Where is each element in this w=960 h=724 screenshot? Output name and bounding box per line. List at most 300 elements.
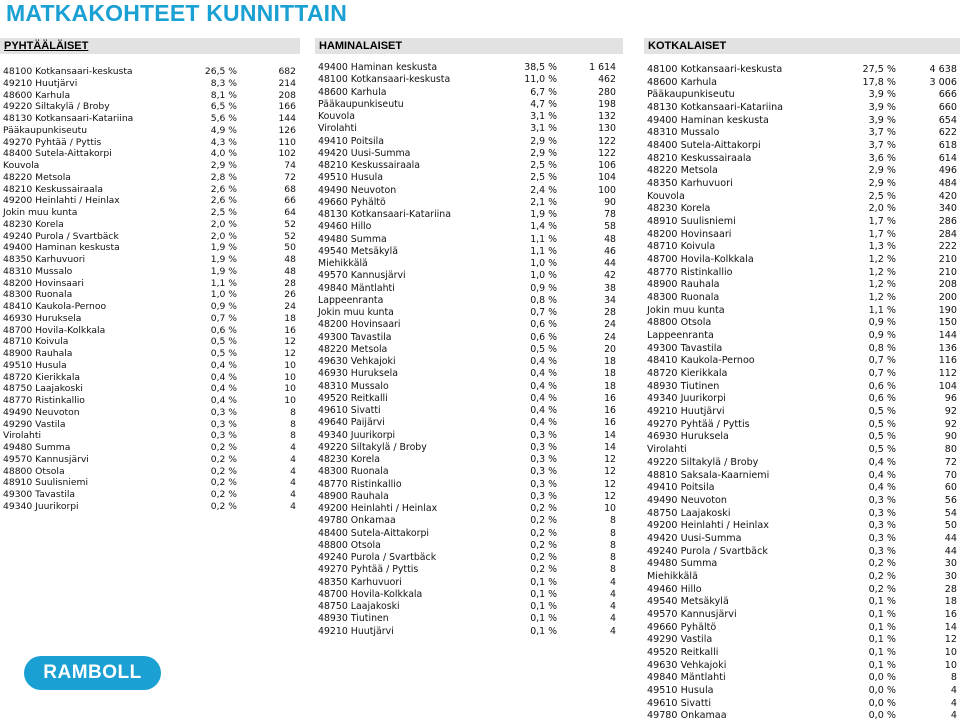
destination-name: 49510 Husula: [647, 684, 714, 696]
destination-share: 1,2 %: [868, 254, 896, 266]
destination-name: 49340 Juurikorpi: [3, 500, 79, 512]
destination-count: 74: [284, 160, 296, 171]
destination-count: 78: [604, 209, 616, 220]
list-item: [644, 709, 960, 722]
destination-name: 48410 Kaukola-Pernoo: [647, 355, 755, 367]
list-item: [0, 313, 300, 325]
destination-share: 0,2 %: [868, 583, 896, 595]
destination-count: 10: [284, 395, 296, 406]
list-item: [644, 367, 960, 380]
destination-name: 49300 Tavastila: [3, 489, 76, 500]
list-item: [315, 601, 623, 613]
destination-count: 50: [284, 242, 296, 254]
destination-share: 0,5 %: [868, 406, 896, 418]
list-item: [0, 501, 300, 513]
destination-share: 26,5 %: [204, 66, 237, 77]
list-item: [644, 139, 960, 152]
destination-share: 0,1 %: [868, 646, 896, 658]
destination-count: 4: [290, 453, 296, 465]
ramboll-logo: RAMBOLL: [24, 656, 161, 690]
destination-count: 150: [938, 317, 957, 329]
destination-share: 0,4 %: [530, 392, 557, 404]
destination-share: 27,5 %: [862, 64, 896, 75]
destination-count: 18: [284, 312, 296, 324]
destination-count: 4: [290, 465, 296, 477]
destination-count: 14: [944, 621, 957, 633]
list-item: [315, 552, 623, 564]
destination-count: 52: [284, 218, 296, 230]
destination-share: 2,6 %: [210, 195, 237, 207]
destination-name: 48700 Hovila-Kolkkala: [647, 254, 754, 266]
destination-share: 0,2 %: [868, 570, 896, 582]
destination-count: 38: [604, 282, 616, 294]
destination-share: 0,7 %: [530, 307, 557, 318]
list-item: [315, 160, 623, 172]
destination-count: 214: [278, 77, 296, 89]
destination-share: 2,0 %: [210, 218, 237, 230]
destination-share: 0,1 %: [868, 621, 896, 633]
destination-count: 496: [938, 165, 957, 177]
list-item: [315, 515, 623, 527]
list-item: [0, 172, 300, 184]
destination-name: 49270 Pyhtää / Pyttis: [3, 136, 102, 148]
panel-heading: KOTKALAISET: [644, 38, 960, 54]
destination-share: 0,3 %: [530, 429, 557, 441]
list-item: [0, 348, 300, 360]
list-item: [644, 342, 960, 355]
list-item: [0, 442, 300, 454]
list-item: [315, 295, 623, 307]
destination-name: 48220 Metsola: [3, 171, 71, 183]
destination-count: 122: [598, 135, 616, 147]
destination-count: 116: [938, 355, 957, 367]
destination-share: 4,7 %: [530, 98, 557, 110]
destination-share: 0,4 %: [210, 371, 237, 383]
destination-share: 6,7 %: [530, 86, 557, 98]
destination-name: Jokin muu kunta: [3, 207, 78, 218]
destination-name: Kouvola: [647, 190, 685, 202]
destination-share: 0,0 %: [868, 697, 896, 709]
destination-share: 1,4 %: [530, 221, 557, 233]
destination-count: 4: [290, 489, 296, 500]
destination-count: 4: [610, 576, 616, 588]
destination-count: 48: [284, 254, 296, 265]
list-item: [315, 185, 623, 197]
destination-share: 0,3 %: [868, 520, 896, 532]
destination-count: 618: [938, 140, 957, 152]
destination-name: Jokin muu kunta: [647, 304, 725, 316]
destination-share: 0,2 %: [210, 442, 237, 453]
destination-count: 198: [598, 98, 616, 110]
destination-count: 10: [284, 371, 296, 383]
destination-name: 49480 Summa: [3, 442, 71, 453]
list-item: [644, 621, 960, 634]
destination-share: 2,0 %: [868, 203, 896, 215]
destination-name: 48700 Hovila-Kolkkala: [3, 324, 106, 336]
destination-count: 4: [610, 625, 616, 637]
list-item: [315, 332, 623, 344]
list-item: [644, 380, 960, 393]
destination-count: 8: [610, 527, 616, 539]
destination-count: 96: [944, 393, 957, 405]
destination-count: 462: [598, 74, 616, 86]
list-item: [0, 160, 300, 172]
list-item: [0, 113, 300, 125]
destination-name: 49340 Juurikorpi: [318, 429, 396, 441]
list-item: [0, 207, 300, 219]
destination-share: 0,4 %: [210, 383, 237, 395]
destination-count: 28: [944, 583, 957, 595]
destination-share: 1,0 %: [530, 258, 557, 269]
destination-share: 0,3 %: [530, 441, 557, 453]
list-item: [0, 125, 300, 137]
destination-count: 4: [950, 684, 957, 696]
destination-count: 8: [610, 539, 616, 551]
destination-name: 49300 Tavastila: [318, 331, 392, 343]
destination-name: 48200 Hovinsaari: [3, 277, 84, 289]
destination-name: 49290 Vastila: [647, 634, 713, 646]
list-item: [0, 195, 300, 207]
destination-name: Lappeenranta: [318, 294, 384, 306]
destination-name: 49210 Huutjärvi: [318, 625, 394, 637]
panel-heading: HAMINALAISET: [315, 38, 623, 54]
destination-share: 2,5 %: [530, 172, 557, 184]
destination-name: 49510 Husula: [318, 172, 383, 184]
list-item: [315, 319, 623, 331]
list-item: [315, 442, 623, 454]
destination-name: 49220 Siltakylä / Broby: [647, 456, 759, 468]
destination-name: 49290 Vastila: [3, 418, 66, 430]
destination-share: 0,2 %: [530, 515, 557, 527]
destination-count: 4: [290, 500, 296, 512]
destination-name: 49480 Summa: [318, 233, 387, 245]
list-item: [0, 266, 300, 278]
destination-list: [0, 66, 300, 513]
list-item: [315, 197, 623, 209]
destination-count: 104: [598, 172, 616, 184]
destination-count: 16: [604, 417, 616, 429]
destination-name: 46930 Huruksela: [318, 368, 399, 380]
list-item: [315, 589, 623, 601]
list-item: [0, 101, 300, 113]
destination-name: 49840 Mäntlahti: [647, 672, 726, 684]
destination-share: 0,2 %: [530, 503, 557, 514]
destination-count: 104: [938, 380, 957, 392]
destination-share: 4,3 %: [210, 136, 237, 148]
destination-name: 48810 Saksala-Kaarniemi: [647, 469, 770, 481]
destination-name: 49570 Kannusjärvi: [647, 608, 737, 620]
list-item: [0, 430, 300, 442]
destination-count: 48: [284, 265, 296, 277]
list-item: [644, 595, 960, 608]
destination-name: 49610 Sivatti: [647, 697, 712, 709]
list-item: [315, 368, 623, 380]
destination-name: 48310 Mussalo: [3, 265, 73, 277]
list-item: [315, 258, 623, 270]
destination-count: 110: [278, 136, 296, 148]
list-item: [0, 66, 300, 78]
list-item: [315, 136, 623, 148]
destination-share: 1,1 %: [210, 277, 237, 289]
destination-name: 48130 Kotkansaari-Katariina: [647, 102, 784, 114]
destination-name: 48210 Keskussairaala: [318, 160, 421, 171]
destination-name: 49630 Vehkajoki: [318, 356, 396, 367]
destination-name: 48200 Hovinsaari: [647, 228, 732, 240]
destination-count: 144: [938, 330, 957, 342]
destination-name: Kouvola: [3, 160, 40, 171]
destination-count: 4: [610, 588, 616, 600]
destination-count: 26: [284, 289, 296, 301]
list-item: [644, 177, 960, 190]
destination-share: 0,2 %: [530, 539, 557, 551]
destination-name: 49400 Haminan keskusta: [647, 114, 769, 126]
destination-share: 2,9 %: [530, 147, 557, 159]
destination-share: 0,2 %: [210, 500, 237, 512]
destination-count: 12: [284, 348, 296, 359]
destination-share: 0,3 %: [868, 494, 896, 506]
panel-kotkalaiset: [644, 38, 960, 722]
destination-share: 0,5 %: [530, 343, 557, 355]
destination-count: 34: [604, 294, 616, 306]
list-item: [315, 430, 623, 442]
destination-name: 48930 Tiutinen: [647, 380, 720, 392]
destination-share: 0,9 %: [530, 282, 557, 294]
destination-name: 48350 Karhuvuori: [318, 576, 402, 588]
destination-name: 49200 Heinlahti / Heinlax: [647, 520, 769, 532]
destination-name: 48900 Rauhala: [3, 348, 73, 359]
destination-share: 3,1 %: [530, 123, 557, 135]
destination-share: 3,7 %: [868, 140, 896, 152]
destination-name: 49490 Neuvoton: [647, 494, 727, 506]
destination-share: 0,2 %: [210, 465, 237, 477]
destination-count: 106: [598, 160, 616, 171]
list-item: [644, 76, 960, 89]
destination-share: 1,9 %: [210, 265, 237, 277]
list-item: [644, 392, 960, 405]
destination-share: 0,4 %: [210, 359, 237, 371]
destination-share: 3,9 %: [868, 102, 896, 114]
destination-name: Kouvola: [318, 111, 355, 122]
destination-count: 132: [598, 111, 616, 122]
destination-share: 2,9 %: [868, 165, 896, 177]
destination-name: Jokin muu kunta: [318, 307, 394, 318]
list-item: [644, 430, 960, 443]
destination-name: 49570 Kannusjärvi: [318, 270, 406, 282]
destination-count: 24: [284, 301, 296, 312]
destination-share: 0,3 %: [210, 430, 237, 442]
destination-count: 30: [944, 570, 957, 582]
destination-share: 0,9 %: [868, 317, 896, 329]
destination-count: 8: [950, 672, 957, 684]
destination-share: 2,8 %: [210, 171, 237, 183]
destination-share: 0,5 %: [210, 348, 237, 359]
destination-name: Virolahti: [318, 123, 357, 135]
destination-count: 4 638: [929, 64, 957, 75]
destination-name: 48130 Kotkansaari-Katariina: [318, 209, 451, 220]
destination-name: 49300 Tavastila: [647, 342, 723, 354]
destination-count: 92: [944, 418, 957, 430]
destination-name: 48210 Keskussairaala: [647, 152, 752, 164]
destination-share: 1,0 %: [210, 289, 237, 301]
destination-name: 49460 Hillo: [647, 583, 702, 595]
list-item: [644, 316, 960, 329]
destination-count: 10: [944, 659, 957, 671]
destination-name: 48130 Kotkansaari-Katariina: [3, 113, 134, 124]
destination-name: 48770 Ristinkallio: [318, 478, 402, 490]
destination-name: 49520 Reitkalli: [318, 392, 388, 404]
list-item: [0, 477, 300, 489]
list-item: [644, 519, 960, 532]
destination-share: 1,1 %: [530, 233, 557, 245]
destination-count: 58: [604, 221, 616, 233]
destination-name: 48900 Rauhala: [647, 279, 720, 291]
destination-count: 10: [944, 646, 957, 658]
list-item: [644, 557, 960, 570]
destination-name: 48230 Korela: [647, 203, 711, 215]
destination-count: 10: [604, 503, 616, 514]
list-item: [644, 583, 960, 596]
destination-count: 660: [938, 102, 957, 114]
destination-share: 0,2 %: [210, 453, 237, 465]
destination-count: 8: [610, 564, 616, 576]
list-item: [644, 405, 960, 418]
destination-share: 0,7 %: [868, 355, 896, 367]
destination-name: 48230 Korela: [318, 454, 380, 465]
destination-name: 48600 Karhula: [3, 89, 71, 101]
destination-count: 208: [938, 279, 957, 291]
list-item: [0, 419, 300, 431]
destination-share: 0,9 %: [210, 301, 237, 312]
destination-share: 0,0 %: [868, 684, 896, 696]
destination-count: 42: [604, 270, 616, 282]
destination-share: 1,9 %: [210, 254, 237, 265]
list-item: [315, 307, 623, 319]
destination-share: 0,6 %: [530, 319, 557, 331]
destination-share: 6,5 %: [210, 101, 237, 113]
list-item: [315, 466, 623, 478]
destination-share: 0,4 %: [530, 368, 557, 380]
destination-name: 49240 Purola / Svartbäck: [3, 230, 119, 242]
destination-name: 49410 Poitsila: [647, 482, 715, 494]
destination-name: 49200 Heinlahti / Heinlax: [3, 195, 120, 207]
destination-name: Miehikkälä: [318, 258, 368, 269]
destination-count: 68: [284, 183, 296, 195]
destination-name: Pääkaupunkiseutu: [3, 124, 88, 136]
destination-share: 2,5 %: [530, 160, 557, 171]
destination-count: 14: [604, 429, 616, 441]
destination-count: 8: [290, 430, 296, 442]
destination-count: 4: [290, 442, 296, 453]
destination-share: 0,4 %: [530, 356, 557, 367]
list-item: [644, 253, 960, 266]
destination-name: 49340 Juurikorpi: [647, 393, 726, 405]
list-item: [0, 78, 300, 90]
list-item: [0, 407, 300, 419]
list-item: [0, 278, 300, 290]
destination-count: 24: [604, 319, 616, 331]
destination-share: 0,6 %: [868, 393, 896, 405]
destination-share: 0,7 %: [210, 312, 237, 324]
destination-count: 8: [290, 406, 296, 418]
destination-count: 66: [284, 195, 296, 207]
destination-share: 1,2 %: [868, 266, 896, 278]
list-item: [315, 503, 623, 515]
destination-name: 49610 Sivatti: [318, 405, 381, 416]
destination-name: 49520 Reitkalli: [647, 646, 719, 658]
destination-name: Virolahti: [647, 444, 687, 456]
destination-count: 682: [278, 66, 296, 77]
destination-share: 0,4 %: [530, 380, 557, 392]
destination-share: 0,2 %: [868, 558, 896, 570]
destination-count: 4: [950, 697, 957, 709]
list-item: [0, 372, 300, 384]
destination-name: 49240 Purola / Svartbäck: [318, 552, 437, 563]
destination-name: 48710 Koivula: [3, 336, 69, 348]
destination-name: 49640 Paijärvi: [318, 417, 385, 429]
destination-share: 2,4 %: [530, 184, 557, 196]
destination-name: 49210 Huutjärvi: [647, 406, 725, 418]
destination-share: 17,8 %: [862, 76, 896, 88]
destination-share: 0,3 %: [530, 478, 557, 490]
destination-share: 0,2 %: [530, 527, 557, 539]
destination-count: 144: [278, 113, 296, 124]
destination-share: 0,1 %: [530, 601, 557, 612]
list-item: [0, 325, 300, 337]
list-item: [315, 62, 623, 74]
destination-name: 48930 Tiutinen: [318, 613, 389, 625]
destination-name: 49630 Vehkajoki: [647, 659, 727, 671]
destination-count: 122: [598, 147, 616, 159]
destination-share: 0,3 %: [210, 418, 237, 430]
list-item: [644, 418, 960, 431]
destination-count: 208: [278, 89, 296, 101]
destination-share: 0,7 %: [868, 368, 896, 380]
list-item: [315, 246, 623, 258]
list-item: [644, 152, 960, 165]
destination-count: 4: [610, 613, 616, 625]
list-item: [315, 99, 623, 111]
destination-name: 48310 Mussalo: [647, 127, 720, 139]
list-item: [644, 291, 960, 304]
destination-name: 49420 Uusi-Summa: [647, 532, 742, 544]
destination-share: 0,3 %: [868, 507, 896, 519]
destination-count: 18: [944, 596, 957, 608]
destination-count: 30: [944, 558, 957, 570]
destination-share: 3,1 %: [530, 111, 557, 122]
destination-name: 48310 Mussalo: [318, 380, 389, 392]
destination-count: 112: [938, 368, 957, 380]
destination-name: 49220 Siltakylä / Broby: [318, 441, 427, 453]
list-item: [644, 278, 960, 291]
list-item: [644, 215, 960, 228]
destination-count: 4: [610, 601, 616, 612]
destination-count: 126: [278, 124, 296, 136]
list-item: [644, 570, 960, 583]
list-item: [0, 90, 300, 102]
destination-share: 11,0 %: [524, 74, 557, 86]
list-item: [315, 613, 623, 625]
list-item: [644, 608, 960, 621]
list-item: [0, 360, 300, 372]
list-item: [315, 356, 623, 368]
list-item: [315, 540, 623, 552]
destination-count: 20: [604, 343, 616, 355]
destination-share: 0,5 %: [868, 444, 896, 456]
destination-name: 49210 Huutjärvi: [3, 77, 78, 89]
list-item: [644, 202, 960, 215]
list-item: [0, 184, 300, 196]
destination-share: 0,1 %: [530, 576, 557, 588]
